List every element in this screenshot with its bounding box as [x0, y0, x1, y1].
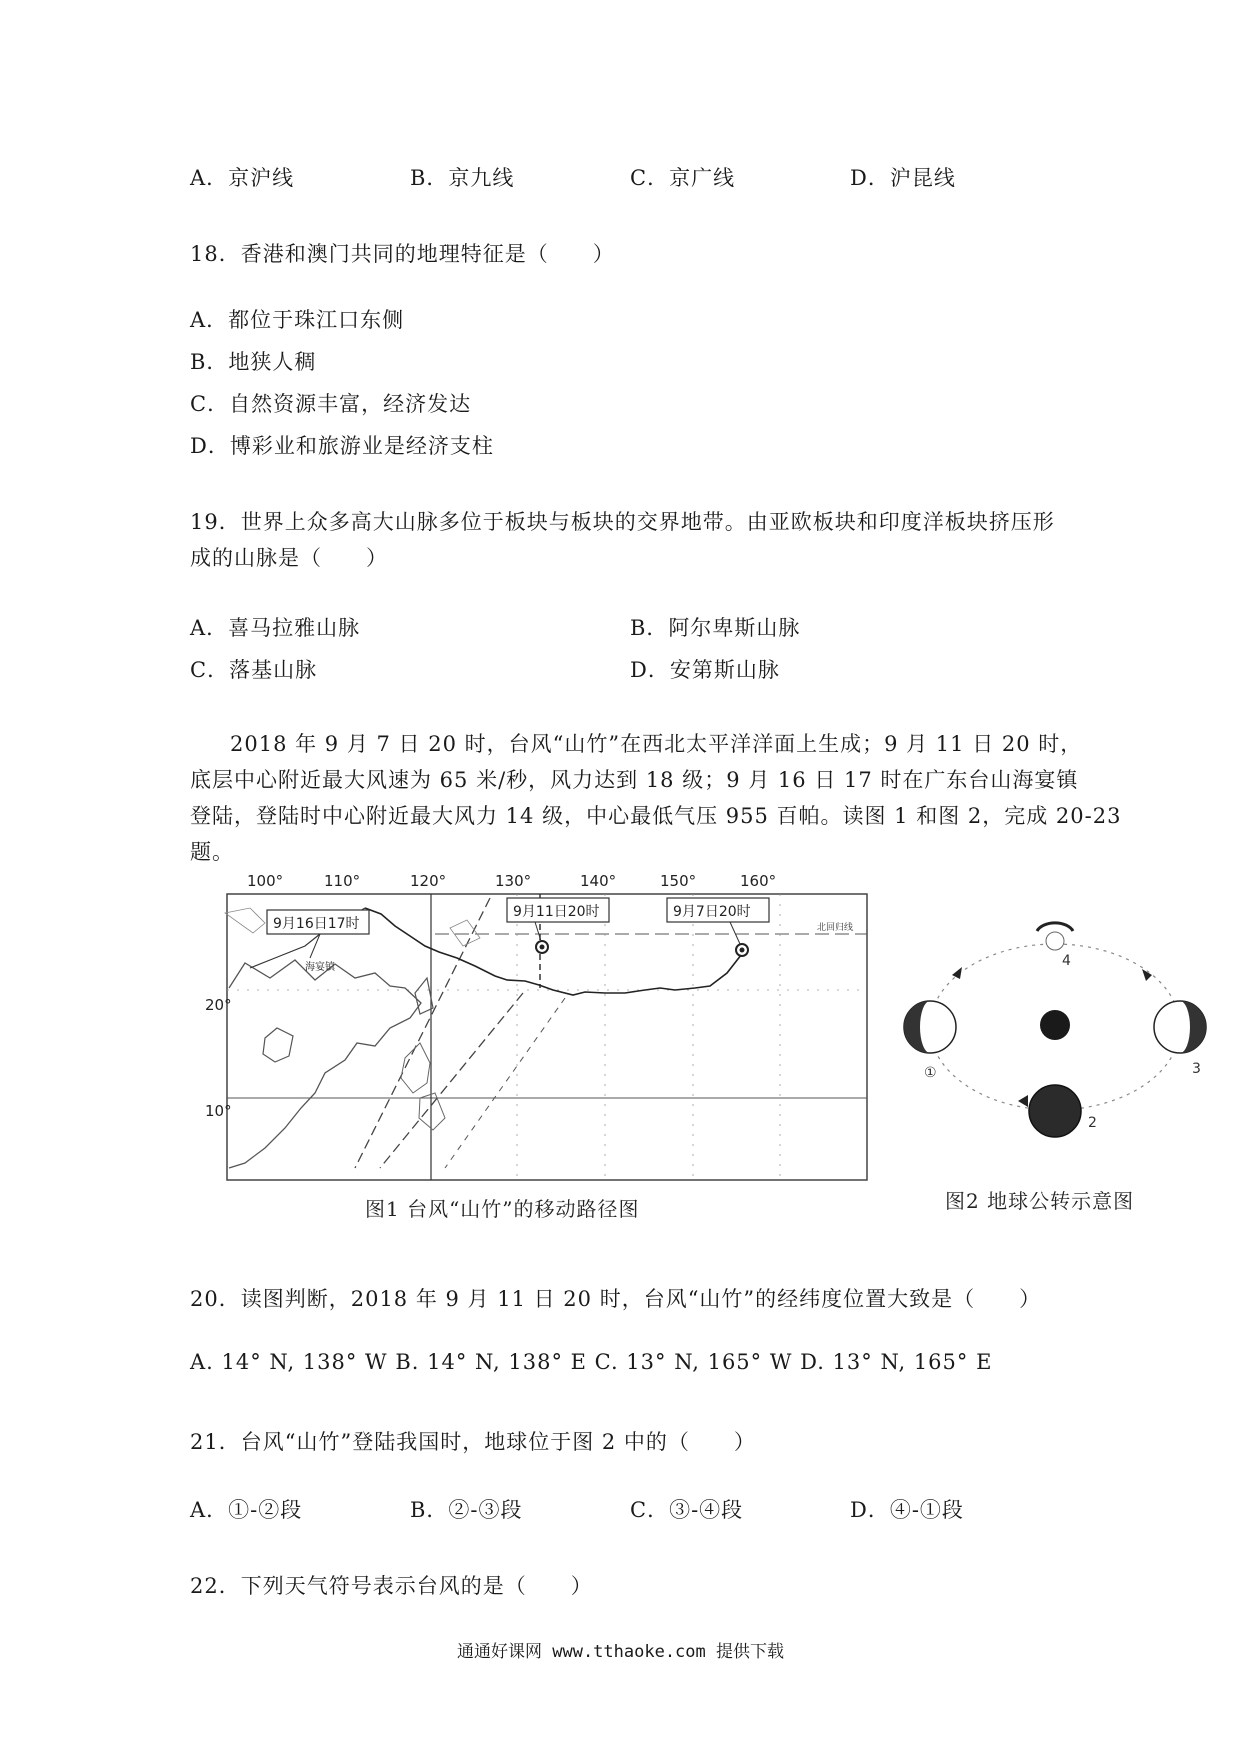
earth-2 — [1029, 1085, 1081, 1137]
figure1-caption: 图1 台风“山竹”的移动路径图 — [365, 1197, 640, 1221]
q18-option-a: A．都位于珠江口东侧 — [190, 308, 405, 332]
q17-option-c: C．京广线 — [630, 166, 736, 190]
q19-option-c: C．落基山脉 — [190, 658, 318, 682]
position-label-3: 3 — [1192, 1061, 1201, 1077]
q17-option-a: A．京沪线 — [190, 166, 295, 190]
orbit-arrow-1 — [952, 967, 962, 979]
map-scribble-1 — [225, 908, 265, 933]
taiwan-island — [415, 978, 433, 1014]
lon-label-130: 130° — [495, 872, 532, 890]
position-label-4: 4 — [1062, 953, 1071, 969]
q19-stem-line2: 成的山脉是（ ） — [190, 546, 388, 570]
q21-option-d: D．④-①段 — [850, 1498, 964, 1522]
q21-option-b: B．②-③段 — [410, 1498, 523, 1522]
q20-stem: 20．读图判断，2018 年 9 月 11 日 20 时，台风“山竹”的经纬度位置大致是（ ） — [190, 1287, 1042, 1311]
lat-label-10: 10° — [205, 1102, 232, 1120]
hainan-island — [263, 1028, 293, 1062]
passage-line-2: 底层中心附近最大风速为 65 米/秒，风力达到 18 级；9 月 16 日 17 时在广东台山海宴镇 — [190, 768, 1079, 792]
landfall-place-label: 海宴镇 — [305, 962, 335, 973]
marker-sep7-core — [740, 948, 745, 953]
footer-text: 通通好课网 www.tthaoke.com 提供下载 — [457, 1642, 784, 1662]
philippine-islands-2 — [419, 1093, 445, 1130]
boundary-diagonal-2 — [380, 993, 523, 1168]
q20-options: A. 14° N, 138° W B. 14° N, 138° E C. 13° N, 165° W D. 13° N, 165° E — [190, 1350, 993, 1374]
earth-4-arc — [1037, 923, 1073, 931]
q19-option-d: D．安第斯山脉 — [630, 658, 780, 682]
map-frame — [227, 894, 867, 1180]
position-label-1: ① — [924, 1065, 937, 1081]
position-label-2: 2 — [1088, 1115, 1097, 1131]
q22-stem: 22．下列天气符号表示台风的是（ ） — [190, 1574, 593, 1598]
q18-option-b: B．地狭人稠 — [190, 350, 317, 374]
lon-label-150: 150° — [660, 872, 697, 890]
callout-sep7: 9月7日20时 — [673, 904, 751, 920]
q17-option-b: B．京九线 — [410, 166, 515, 190]
passage-line-3: 登陆，登陆时中心附近最大风力 14 级，中心最低气压 955 百帕。读图 1 和图 2，完成 20-23 — [190, 804, 1122, 828]
lon-label-110: 110° — [324, 872, 361, 890]
q18-stem: 18．香港和澳门共同的地理特征是（ ） — [190, 242, 615, 266]
q18-option-c: C．自然资源丰富，经济发达 — [190, 392, 472, 416]
lon-label-140: 140° — [580, 872, 617, 890]
callout-sep11: 9月11日20时 — [513, 904, 600, 920]
earth-4 — [1046, 932, 1064, 950]
sun — [1040, 1010, 1070, 1040]
lon-label-100: 100° — [247, 872, 284, 890]
boundary-diagonal-3 — [445, 998, 565, 1168]
map-scribble-2 — [450, 920, 480, 946]
earth-revolution-diagram — [890, 915, 1220, 1145]
mainland-coastline — [229, 960, 421, 1168]
typhoon-track-map — [205, 868, 875, 1188]
q19-option-b: B．阿尔卑斯山脉 — [630, 616, 801, 640]
orbit-arrow-3 — [1142, 969, 1152, 981]
q21-stem: 21．台风“山竹”登陆我国时，地球位于图 2 中的（ ） — [190, 1430, 756, 1454]
q21-option-c: C．③-④段 — [630, 1498, 744, 1522]
q17-option-d: D．沪昆线 — [850, 166, 956, 190]
q18-option-d: D．博彩业和旅游业是经济支柱 — [190, 434, 494, 458]
orbit-arrow-2 — [1018, 1095, 1028, 1107]
q21-option-a: A．①-②段 — [190, 1498, 303, 1522]
passage-line-1: 2018 年 9 月 7 日 20 时，台风“山竹”在西北太平洋洋面上生成；9 月 11 日 20 时， — [230, 732, 1083, 756]
callout-sep16: 9月16日17时 — [273, 916, 360, 932]
lon-label-120: 120° — [410, 872, 447, 890]
lon-label-160: 160° — [740, 872, 777, 890]
marker-sep11-core — [540, 945, 545, 950]
lat-label-20: 20° — [205, 996, 232, 1014]
callout-leader-sep7 — [730, 922, 740, 944]
passage-line-4: 题。 — [190, 840, 234, 864]
figure2-caption: 图2 地球公转示意图 — [945, 1189, 1135, 1213]
tropic-label: 北回归线 — [817, 923, 854, 933]
boundary-diagonal-1 — [355, 898, 490, 1168]
q19-stem-line1: 19．世界上众多高大山脉多位于板块与板块的交界地带。由亚欧板块和印度洋板块挤压形 — [190, 510, 1055, 534]
q19-option-a: A．喜马拉雅山脉 — [190, 616, 361, 640]
